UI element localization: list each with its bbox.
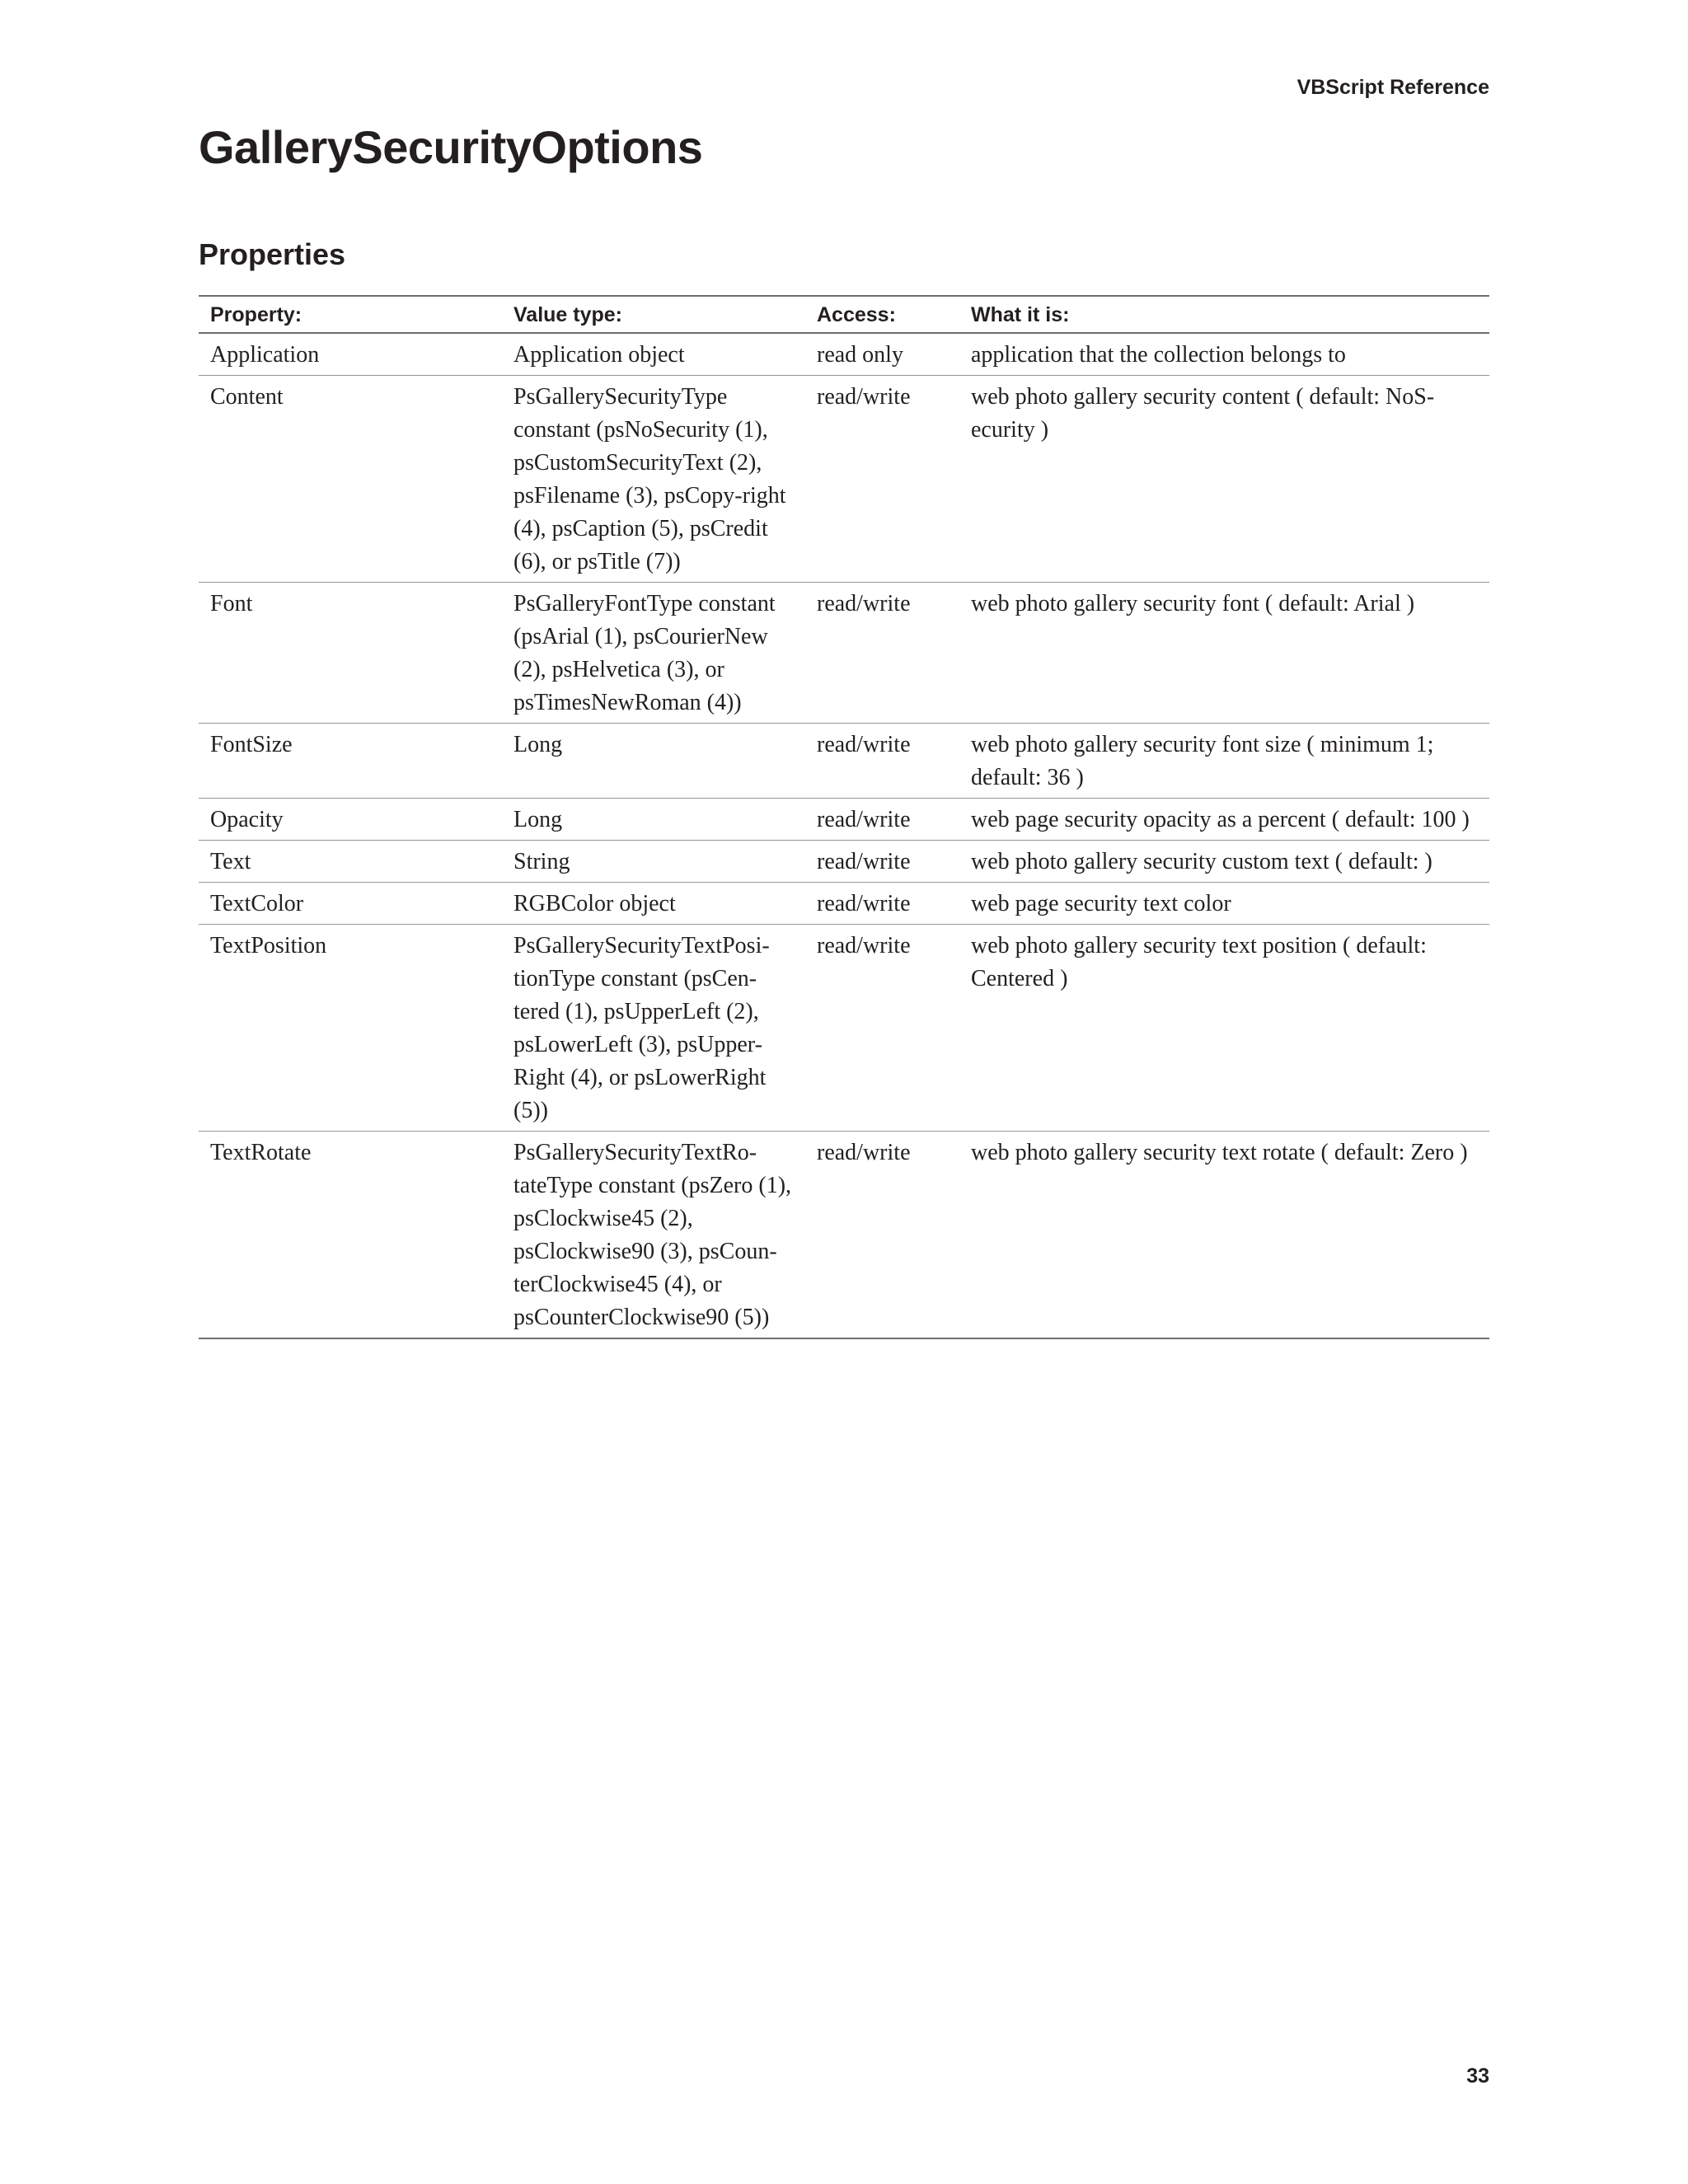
cell-description: application that the collection belongs to bbox=[959, 333, 1489, 376]
cell-access: read only bbox=[805, 333, 959, 376]
cell-access: read/write bbox=[805, 799, 959, 841]
cell-property: TextRotate bbox=[210, 1140, 312, 1165]
cell-description: web photo gallery security font ( default: Arial ) bbox=[959, 583, 1489, 724]
table-row bbox=[199, 583, 1489, 724]
cell-value-type: PsGalleryFontType constant (psArial (1), psCourierNew (2), psHelvetica (3), or psTimesNewRoman (4)) bbox=[502, 583, 805, 724]
cell-value-type: Long bbox=[502, 724, 805, 799]
cell-description: web page security text color bbox=[959, 883, 1489, 925]
cell-access: read/write bbox=[805, 841, 959, 883]
cell-property: TextPosition bbox=[199, 925, 502, 1132]
page-title: GallerySecurityOptions bbox=[199, 121, 703, 173]
table-row bbox=[199, 883, 1489, 925]
cell-value-type: Application object bbox=[502, 333, 805, 376]
cell-description: web photo gallery security font size ( minimum 1; default: 36 ) bbox=[959, 724, 1489, 799]
cell-access: read/write bbox=[805, 376, 959, 583]
properties-table bbox=[199, 295, 1489, 1339]
cell-value-type: RGBColor object bbox=[502, 883, 805, 925]
cell-property: Application bbox=[199, 333, 502, 376]
table-row bbox=[199, 376, 1489, 583]
column-header-description: What it is: bbox=[959, 296, 1489, 333]
cell-access: read/write bbox=[805, 724, 959, 799]
cell-property: Content bbox=[199, 376, 502, 583]
cell-property: Font bbox=[199, 583, 502, 724]
cell-access: read/write bbox=[817, 1140, 911, 1165]
column-header-value-type: Value type: bbox=[502, 296, 805, 333]
column-header-property: Property: bbox=[199, 296, 502, 333]
table-row bbox=[199, 724, 1489, 799]
table-row bbox=[199, 925, 1489, 1132]
cell-description: web photo gallery security custom text ( default: ) bbox=[959, 841, 1489, 883]
running-header: VBScript Reference bbox=[1296, 76, 1489, 99]
cell-value-type: PsGallerySecurityTextPosi-tionType constant (psCen-tered (1), psUpperLeft (2), psLowerLeft (3), psUpper-Right (4), or psLowerRight (5)) bbox=[502, 925, 805, 1132]
cell-access: read/write bbox=[805, 583, 959, 724]
section-heading-properties: Properties bbox=[199, 237, 346, 271]
cell-value-type: PsGallerySecurityTextRo-tateType constant (psZero (1), psClockwise45 (2), psClockwise90 (3), psCoun-terClockwise45 (4), or psCounterClockwise90 (5)) bbox=[513, 1140, 792, 1330]
cell-property: Text bbox=[199, 841, 502, 883]
cell-description: web photo gallery security text position ( default: Centered ) bbox=[959, 925, 1489, 1132]
cell-value-type: String bbox=[502, 841, 805, 883]
table-header-row bbox=[199, 296, 1489, 333]
cell-property: FontSize bbox=[199, 724, 502, 799]
cell-property: Opacity bbox=[199, 799, 502, 841]
table-row bbox=[199, 333, 1489, 376]
cell-access: read/write bbox=[805, 883, 959, 925]
cell-property: TextColor bbox=[199, 883, 502, 925]
cell-description: web photo gallery security text rotate ( default: Zero ) bbox=[971, 1140, 1468, 1165]
cell-value-type: Long bbox=[502, 799, 805, 841]
table-row bbox=[199, 841, 1489, 883]
cell-description: web page security opacity as a percent ( default: 100 ) bbox=[959, 799, 1489, 841]
cell-value-type: PsGallerySecurityType constant (psNoSecurity (1), psCustomSecurityText (2), psFilename (3), psCopy-right (4), psCaption (5), psCredit (6), or psTitle (7)) bbox=[502, 376, 805, 583]
page-number: 33 bbox=[1466, 2064, 1489, 2088]
table-row bbox=[199, 1132, 1489, 1339]
cell-description: web photo gallery security content ( default: NoS-ecurity ) bbox=[959, 376, 1489, 583]
column-header-access: Access: bbox=[805, 296, 959, 333]
cell-access: read/write bbox=[805, 925, 959, 1132]
table-row bbox=[199, 799, 1489, 841]
